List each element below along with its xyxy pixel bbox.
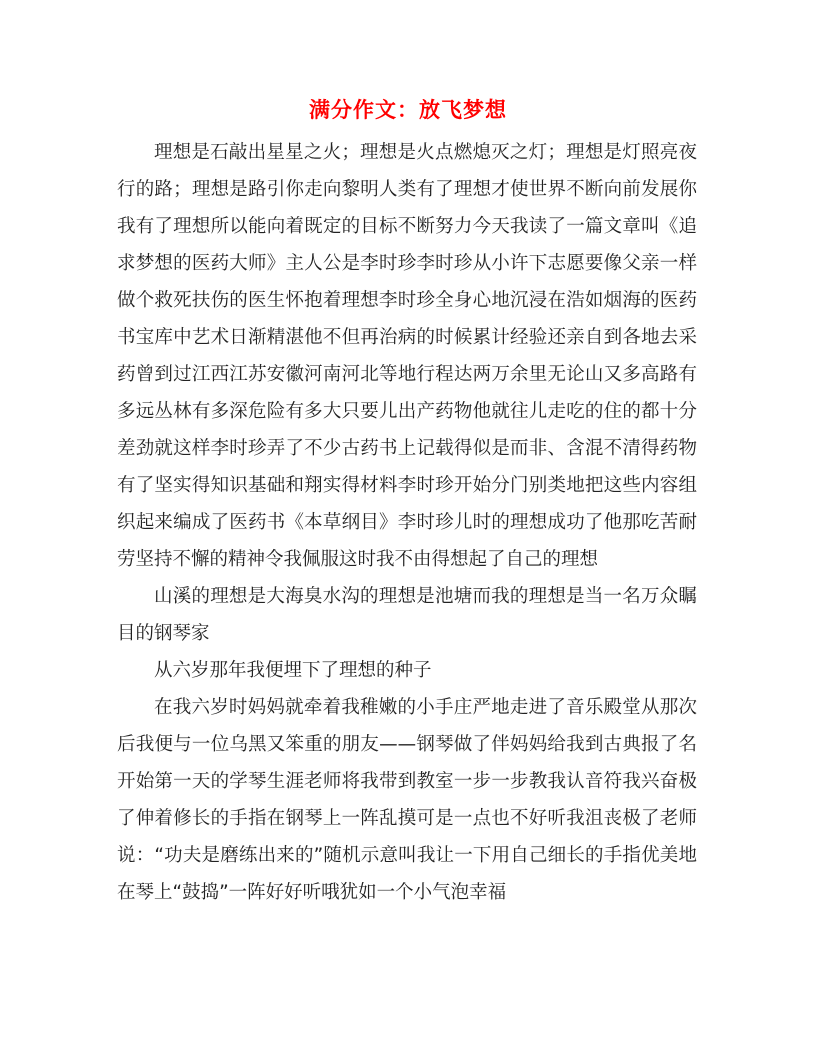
document-body	[117, 134, 697, 911]
paragraph: 山溪的理想是大海臭水沟的理想是池塘而我的理想是当一名万众瞩目的钢琴家	[117, 586, 697, 644]
document-title: 满分作文：放飞梦想	[309, 97, 507, 122]
paragraph: 在我六岁时妈妈就牵着我稚嫩的小手庄严地走进了音乐殿堂从那次后我便与一位乌黑又笨重的朋友——钢琴做了伴妈妈给我到古典报了名开始第一天的学琴生涯老师将我带到教室一步一步教我认音符我兴奋极了伸着修长的手指在钢琴上一阵乱摸可是一点也不好听我沮丧极了老师说：“功夫是磨练出来的”随机示意叫我让一下用自己细长的手指优美地在琴上“鼓捣”一阵好好听哦犹如一个小气泡幸福	[117, 697, 697, 903]
paragraph: 理想是石敲出星星之火；理想是火点燃熄灭之灯；理想是灯照亮夜行的路；理想是路引你走向黎明人类有了理想才使世界不断向前发展你我有了理想所以能向着既定的目标不断努力今天我读了一篇文章叫《追求梦想的医药大师》主人公是李时珍李时珍从小许下志愿要像父亲一样做个救死扶伤的医生怀抱着理想李时珍全身心地沉浸在浩如烟海的医药书宝库中艺术日渐精湛他不但再治病的时候累计经验还亲自到各地去采药曾到过江西江苏安徽河南河北等地行程达两万余里无论山又多高路有多远丛林有多深危险有多大只要儿出产药物他就往儿走吃的住的都十分差劲就这样李时珍弄了不少古药书上记载得似是而非、含混不清得药物有了坚实得知识基础和翔实得材料李时珍开始分门别类地把这些内容组织起来编成了医药书《本草纲目》李时珍儿时的理想成功了他那吃苦耐劳坚持不懈的精神令我佩服这时我不由得想起了自己的理想	[117, 142, 697, 570]
paragraph: 从六岁那年我便埋下了理想的种子	[154, 660, 432, 681]
